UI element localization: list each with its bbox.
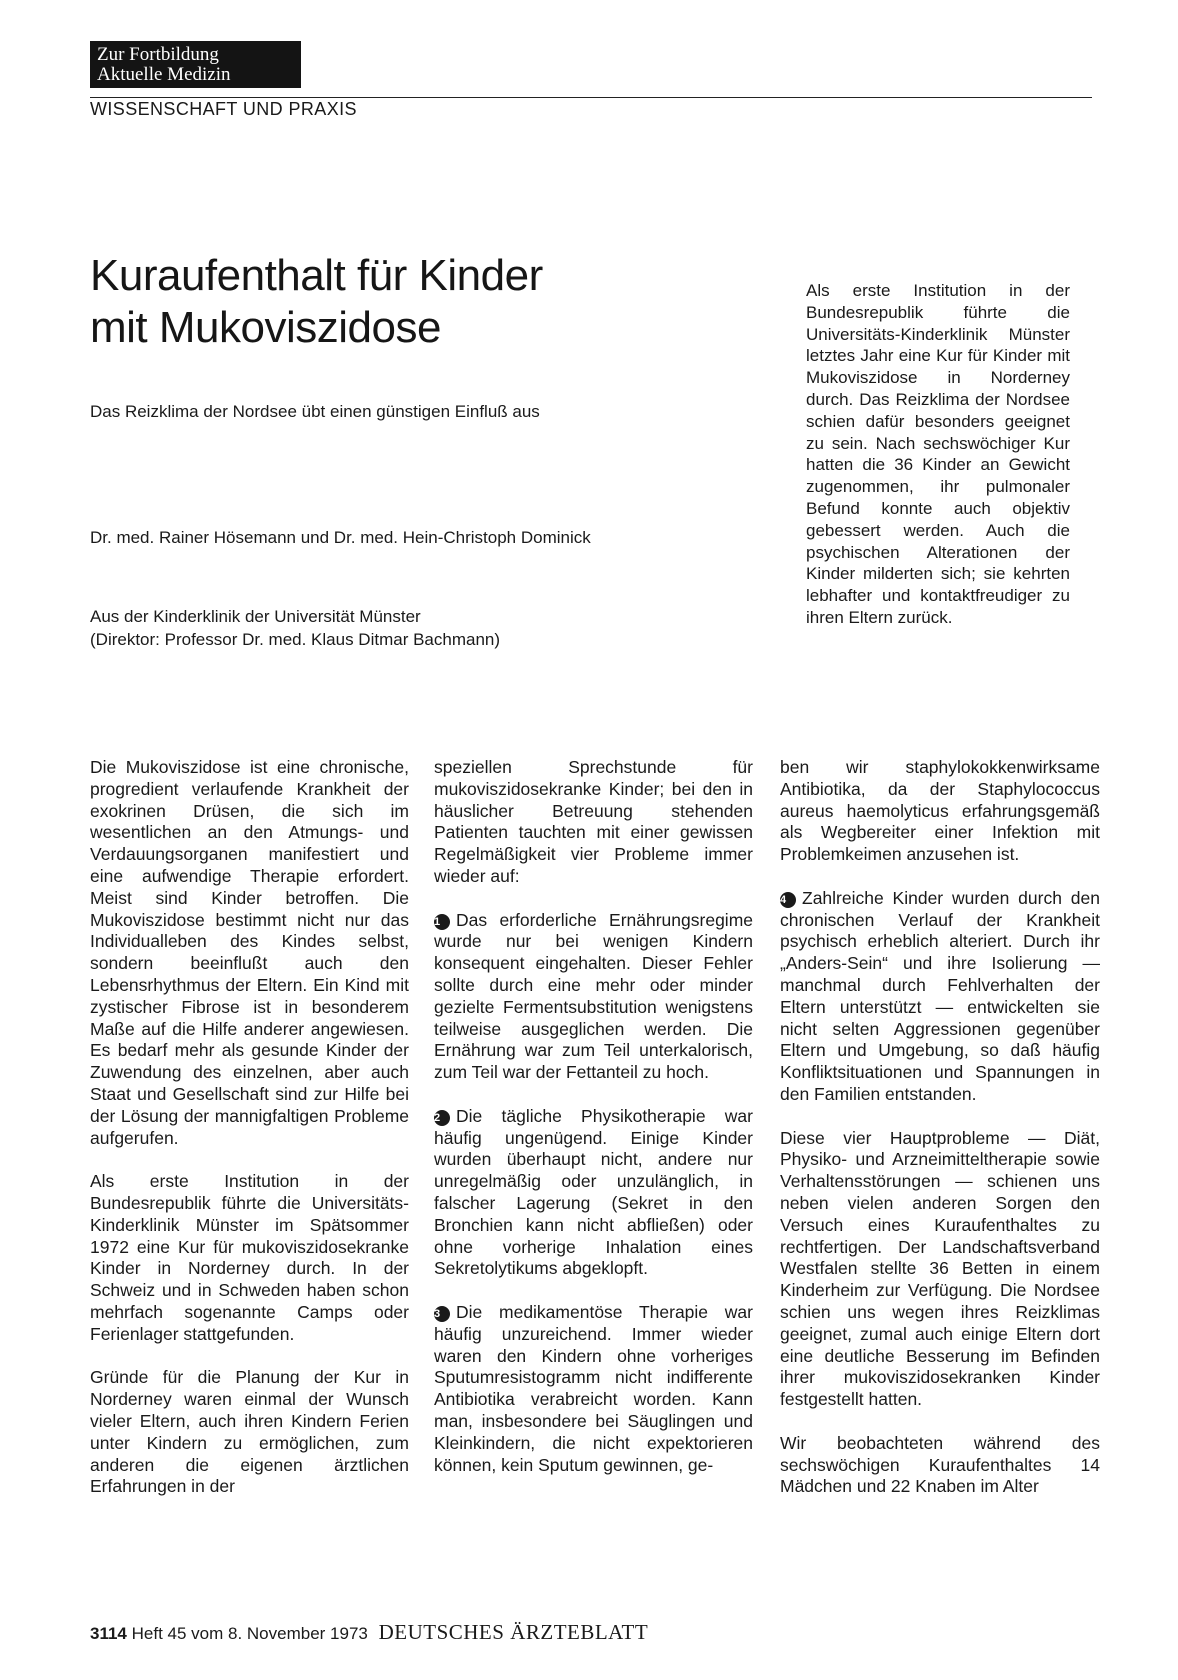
problem-text: Die medikamentöse Therapie war häufig unzureichend. Immer wieder waren den Kindern ohne vorheriges Sputumresistogramm nicht indifferente Antibiotika verabreicht worden. Kann man, insbesondere bei Säuglingen und Kleinkindern, die nicht expektorieren können, kein Sputum gewinnen, ge- bbox=[434, 1301, 753, 1475]
affiliation-line-1: Aus der Kinderklinik der Universität Münster bbox=[90, 607, 421, 626]
article-affiliation bbox=[90, 605, 500, 651]
badge-line-2: Aktuelle Medizin bbox=[97, 64, 231, 85]
number-4-icon: 4 bbox=[780, 892, 796, 908]
department-badge bbox=[90, 41, 301, 88]
body-paragraph: Diese vier Hauptprobleme — Diät, Physiko- und Arzneimitteltherapie sowie Verhaltensstörungen — schienen uns neben vielen anderen Sorgen den Versuch eines Kuraufenthaltes zu rechtfertigen. Der Landschaftsverband Westfalen stellte 36 Betten in einem Kinderheim zur Verfügung. Die Nordsee schien uns wegen ihres Reizklimas geeignet, zumal auch einige Eltern dort eine deutliche Besserung im Befinden ihrer mukoviszidosekranken Kinder festgestellt hatten. bbox=[780, 1127, 1100, 1410]
body-paragraph: Wir beobachteten während des sechswöchigen Kuraufenthaltes 14 Mädchen und 22 Knaben im Alter bbox=[780, 1432, 1100, 1497]
header-rule bbox=[90, 97, 1092, 98]
publication-name: DEUTSCHES ÄRZTEBLATT bbox=[378, 1620, 649, 1644]
article-abstract bbox=[806, 280, 1070, 629]
number-3-icon: 3 bbox=[434, 1306, 450, 1322]
issue-info: Heft 45 vom 8. November 1973 bbox=[131, 1624, 368, 1643]
abstract-text: Als erste Institution in der Bundesrepublik führte die Universitäts-Kinderklinik Münster letztes Jahr eine Kur für Kinder mit Mukoviszidose in Norderney durch. Das Reizklima der Nordsee schien dafür besonders geeignet zu sein. Nach sechswöchiger Kur hatten die 36 Kinder an Gewicht zugenommen, ihr pulmonaler Befund konnte auch objektiv gebessert werden. Auch die psychischen Alterationen der Kinder milderten sich; sie kehrten lebhafter und kontaktfreudiger zu ihren Eltern zurück. bbox=[806, 281, 1070, 627]
affiliation-line-2: (Direktor: Professor Dr. med. Klaus Ditmar Bachmann) bbox=[90, 630, 501, 649]
problem-text: Die tägliche Physikotherapie war häufig ungenügend. Einige Kinder wurden überhaupt nicht, andere nur unregelmäßig oder unzulänglich, in falscher Lagerung (Sekret in den Bronchien kann nicht abfließen) oder ohne vorherige Inhalation eines Sekretolytikums abgeklopft. bbox=[434, 1105, 753, 1279]
page-number: 3114 bbox=[90, 1624, 127, 1643]
problem-item-3 bbox=[434, 1302, 753, 1476]
problem-text: Zahlreiche Kinder wurden durch den chronischen Verlauf der Krankheit psychisch erheblich alteriert. Durch ihr „Anders-Sein“ und ihre Isolierung — manchmal durch Fehlverhalten der Eltern unterstützt — entwickelten sie nicht selten Aggressionen gegenüber Eltern und Umgebung, so daß häufig Konfliktsituationen und Spannungen in den Familien entstanden. bbox=[780, 887, 1100, 1104]
title-line-1: Kuraufenthalt für Kinder bbox=[90, 251, 543, 300]
number-1-icon: 1 bbox=[434, 914, 450, 930]
body-paragraph: ben wir staphylokokkenwirksame Antibiotika, da der Staphylococcus aureus haemolyticus erfahrungsgemäß als Wegbereiter einer Infektion mit Problemkeimen anzusehen ist. bbox=[780, 757, 1100, 865]
page-footer bbox=[90, 1620, 648, 1645]
badge-line-1: Zur Fortbildung bbox=[97, 44, 219, 65]
body-paragraph: Die Mukoviszidose ist eine chronische, progredient verlaufende Krankheit der exokrinen Drüsen, die sich im wesentlichen an den Atmungs- und Verdauungsorganen manifestiert und eine aufwendige Therapie erfordert. Meist sind Kinder betroffen. Die Mukoviszidose bestimmt nicht nur das Individualleben des Kindes selbst, sondern beeinflußt auch den Lebensrhythmus der Eltern. Ein Kind mit zystischer Fibrose ist in besonderem Maße auf die Hilfe anderer angewiesen. Es bedarf mehr als gesunde Kinder der Zuwendung des einzelnen, aber auch Staat und Gesellschaft sind zur Hilfe bei der Lösung der mannigfaltigen Probleme aufgerufen. bbox=[90, 757, 409, 1148]
section-label: WISSENSCHAFT UND PRAXIS bbox=[90, 99, 357, 119]
body-column-3 bbox=[780, 757, 1100, 1498]
article-title bbox=[90, 250, 543, 354]
article-subtitle: Das Reizklima der Nordsee übt einen günstigen Einfluß aus bbox=[90, 402, 540, 421]
problem-item-1 bbox=[434, 910, 753, 1084]
problem-item-4 bbox=[780, 888, 1100, 1106]
body-paragraph: Gründe für die Planung der Kur in Norderney waren einmal der Wunsch vieler Eltern, auch ihren Kindern Ferien unter Kindern zu ermöglichen, zum anderen die eigenen ärztlichen Erfahrungen in der bbox=[90, 1367, 409, 1497]
body-column-1 bbox=[90, 757, 409, 1498]
problem-item-2 bbox=[434, 1106, 753, 1280]
article-authors: Dr. med. Rainer Hösemann und Dr. med. Hein-Christoph Dominick bbox=[90, 528, 591, 547]
title-line-2: mit Mukoviszidose bbox=[90, 303, 441, 352]
number-2-icon: 2 bbox=[434, 1110, 450, 1126]
body-paragraph: speziellen Sprechstunde für mukoviszidosekranke Kinder; bei den in häuslicher Betreuung stehenden Patienten tauchten mit einer gewissen Regelmäßigkeit vier Probleme immer wieder auf: bbox=[434, 757, 753, 886]
body-column-2 bbox=[434, 757, 753, 1476]
problem-text: Das erforderliche Ernährungsregime wurde nur bei wenigen Kindern konsequent eingehalten. Dieser Fehler sollte durch eine mehr oder minder gezielte Fermentsubstitution wenigstens teilweise ausgeglichen werden. Die Ernährung war zum Teil unterkalorisch, zum Teil war der Fettanteil zu hoch. bbox=[434, 909, 753, 1083]
body-paragraph: Als erste Institution in der Bundesrepublik führte die Universitäts-Kinderklinik Münster im Spätsommer 1972 eine Kur für mukoviszidosekranke Kinder in Norderney durch. In der Schweiz und in Schweden haben schon mehrfach sogenannte Camps oder Ferienlager stattgefunden. bbox=[90, 1171, 409, 1344]
